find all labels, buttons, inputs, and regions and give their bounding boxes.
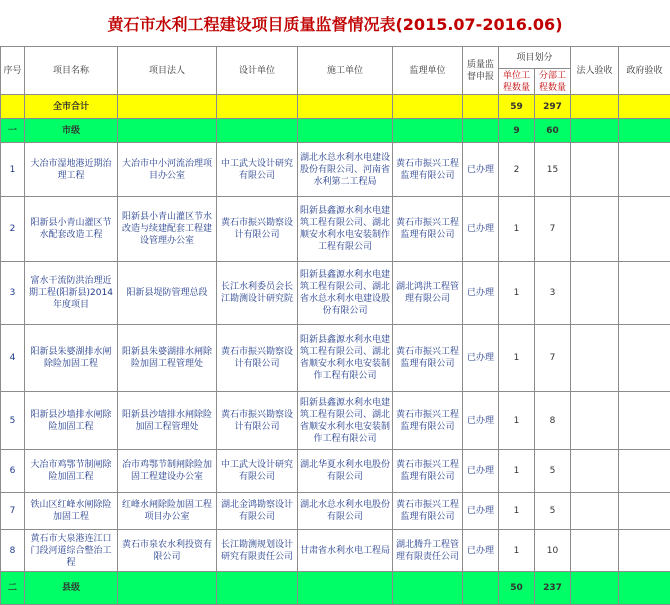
- county-level-sub: 237: [535, 572, 571, 605]
- cell-design: 长江勘测规划设计研究有限责任公司: [217, 530, 298, 572]
- cell-construction: 阳新县鑫源水利水电建筑工程有限公司、湖北省水总水利水电建设股份有限公司: [298, 262, 393, 325]
- cell-supervision: 湖北鸿洪工程管理有限公司: [393, 262, 463, 325]
- city-total-label: 全市合计: [25, 95, 118, 119]
- cell-empty: [619, 197, 670, 262]
- cell-construction: 湖北水总水利水电建设股份有限公司、河南省水利第二工程局: [298, 143, 393, 197]
- cell-sub: 3: [535, 262, 571, 325]
- cell-name: 大冶市湿地港近期治理工程: [25, 143, 118, 197]
- header-unit-count: 单位工程数量: [499, 69, 535, 95]
- cell-owner: 阳新县堤防管理总段: [118, 262, 217, 325]
- cell-apply: 已办理: [463, 143, 499, 197]
- cell-construction: 湖北水总水利水电股份有限公司: [298, 493, 393, 530]
- cell-supervision: 湖北腾升工程管理有限责任公司: [393, 530, 463, 572]
- cell-name: 阳新县朱婆湖排水闸除险加固工程: [25, 325, 118, 392]
- county-level-row: [1, 572, 670, 605]
- cell-owner: 阳新县小青山灌区节水改造与续建配套工程建设管理办公室: [118, 197, 217, 262]
- cell-sub: 10: [535, 530, 571, 572]
- header-owner: 项目法人: [118, 47, 217, 95]
- cell-construction: 阳新县鑫源水利水电建筑工程有限公司、湖北顺安水利水电安装制作工程有限公司: [298, 197, 393, 262]
- cell-empty: [571, 530, 619, 572]
- city-total-unit: 59: [499, 95, 535, 119]
- cell-construction: 湖北华夏水利水电股份有限公司: [298, 450, 393, 493]
- table-row: [1, 143, 670, 197]
- cell-seq: 7: [1, 493, 25, 530]
- cell-seq: 8: [1, 530, 25, 572]
- table-row: [1, 530, 670, 572]
- table-row: [1, 450, 670, 493]
- cell-empty: [571, 450, 619, 493]
- cell-name: 大冶市鸡鄂节制闸除险加固工程: [25, 450, 118, 493]
- cell-name: 黄石市大泉港连江口门段河道综合整治工程: [25, 530, 118, 572]
- table-row: [1, 197, 670, 262]
- cell-unit: 1: [499, 530, 535, 572]
- table-row: [1, 325, 670, 392]
- cell-design: 湖北金鸿勘察设计有限公司: [217, 493, 298, 530]
- cell-empty: [571, 143, 619, 197]
- cell-empty: [571, 493, 619, 530]
- county-level-label: 县级: [25, 572, 118, 605]
- cell-empty: [619, 325, 670, 392]
- cell-sub: 7: [535, 325, 571, 392]
- cell-unit: 1: [499, 325, 535, 392]
- cell-empty: [571, 197, 619, 262]
- cell-unit: 1: [499, 392, 535, 450]
- cell-sub: 8: [535, 392, 571, 450]
- cell-sub: 5: [535, 450, 571, 493]
- cell-empty: [619, 493, 670, 530]
- header-construction: 施工单位: [298, 47, 393, 95]
- cell-seq: 1: [1, 143, 25, 197]
- cell-owner: 红峰水闸除险加固工程项目办公室: [118, 493, 217, 530]
- cell-apply: 已办理: [463, 530, 499, 572]
- cell-apply: 已办理: [463, 262, 499, 325]
- header-gov-accept: 政府验收: [619, 47, 670, 95]
- cell-supervision: 黄石市振兴工程监理有限公司: [393, 197, 463, 262]
- header-name: 项目名称: [25, 47, 118, 95]
- city-total-row: [1, 95, 670, 119]
- cell-apply: 已办理: [463, 493, 499, 530]
- header-supervision: 监理单位: [393, 47, 463, 95]
- cell-seq: 3: [1, 262, 25, 325]
- cell-seq: 2: [1, 197, 25, 262]
- cell-name: 富水干流防洪治理近期工程(阳新县)2014年度项目: [25, 262, 118, 325]
- city-level-seq: 一: [1, 119, 25, 143]
- header-division: 项目划分: [499, 47, 571, 69]
- cell-empty: [571, 325, 619, 392]
- cell-sub: 5: [535, 493, 571, 530]
- cell-construction: 阳新县鑫源水利水电建筑工程有限公司、湖北省顺安水利水电安装制作工程有限公司: [298, 392, 393, 450]
- cell-owner: 阳新县沙墙排水闸除险加固工程管理处: [118, 392, 217, 450]
- cell-supervision: 黄石市振兴工程监理有限公司: [393, 325, 463, 392]
- cell-supervision: 黄石市振兴工程监理有限公司: [393, 392, 463, 450]
- cell-unit: 1: [499, 493, 535, 530]
- cell-supervision: 黄石市振兴工程监理有限公司: [393, 143, 463, 197]
- cell-design: 黄石市振兴勘察设计有限公司: [217, 392, 298, 450]
- cell-apply: 已办理: [463, 450, 499, 493]
- quality-table: [0, 46, 670, 605]
- cell-design: 黄石市振兴勘察设计有限公司: [217, 325, 298, 392]
- cell-apply: 已办理: [463, 325, 499, 392]
- cell-owner: 阳新县朱婆湖排水闸除险加固工程管理处: [118, 325, 217, 392]
- city-level-sub: 60: [535, 119, 571, 143]
- cell-empty: [619, 530, 670, 572]
- cell-unit: 1: [499, 262, 535, 325]
- city-total-sub: 297: [535, 95, 571, 119]
- cell-empty: [619, 262, 670, 325]
- cell-name: 铁山区红峰水闸除险加固工程: [25, 493, 118, 530]
- header-seq: 序号: [1, 47, 25, 95]
- cell-unit: 1: [499, 450, 535, 493]
- table-row: [1, 493, 670, 530]
- cell-sub: 7: [535, 197, 571, 262]
- cell-empty: [571, 262, 619, 325]
- cell-unit: 2: [499, 143, 535, 197]
- header-quality-apply: 质量监督申报: [463, 47, 499, 95]
- header-owner-accept: 法人验收: [571, 47, 619, 95]
- county-level-seq: 二: [1, 572, 25, 605]
- cell-design: 中工武大设计研究有限公司: [217, 450, 298, 493]
- cell-design: 中工武大设计研究有限公司: [217, 143, 298, 197]
- cell-owner: 黄石市泉农水利投资有限公司: [118, 530, 217, 572]
- header-design: 设计单位: [217, 47, 298, 95]
- cell-apply: 已办理: [463, 197, 499, 262]
- cell-supervision: 黄石市振兴工程监理有限公司: [393, 450, 463, 493]
- header-sub-count: 分部工程数量: [535, 69, 571, 95]
- cell-name: 阳新县沙墙排水闸除险加固工程: [25, 392, 118, 450]
- cell-design: 长江水利委员会长江勘测设计研究院: [217, 262, 298, 325]
- cell-unit: 1: [499, 197, 535, 262]
- county-level-unit: 50: [499, 572, 535, 605]
- cell-empty: [571, 392, 619, 450]
- cell-empty: [619, 143, 670, 197]
- city-level-label: 市级: [25, 119, 118, 143]
- cell-sub: 15: [535, 143, 571, 197]
- cell-design: 黄石市振兴勘察设计有限公司: [217, 197, 298, 262]
- cell-construction: 阳新县鑫源水利水电建筑工程有限公司、湖北省顺安水利水电安装制作工程有限公司: [298, 325, 393, 392]
- city-level-unit: 9: [499, 119, 535, 143]
- page-title: 黄石市水利工程建设项目质量监督情况表(2015.07-2016.06): [0, 0, 670, 46]
- cell-name: 阳新县小青山灌区节水配套改造工程: [25, 197, 118, 262]
- cell-supervision: 黄石市振兴工程监理有限公司: [393, 493, 463, 530]
- table-row: [1, 262, 670, 325]
- cell-seq: 5: [1, 392, 25, 450]
- cell-seq: 6: [1, 450, 25, 493]
- table-row: [1, 392, 670, 450]
- cell-seq: 4: [1, 325, 25, 392]
- cell-empty: [619, 450, 670, 493]
- cell-owner: 大冶市中小河流治理项目办公室: [118, 143, 217, 197]
- city-level-row: [1, 119, 670, 143]
- cell-empty: [619, 392, 670, 450]
- cell-apply: 已办理: [463, 392, 499, 450]
- cell-construction: 甘肃省水利水电工程局: [298, 530, 393, 572]
- cell-owner: 冶市鸡鄂节制闸除险加固工程建设办公室: [118, 450, 217, 493]
